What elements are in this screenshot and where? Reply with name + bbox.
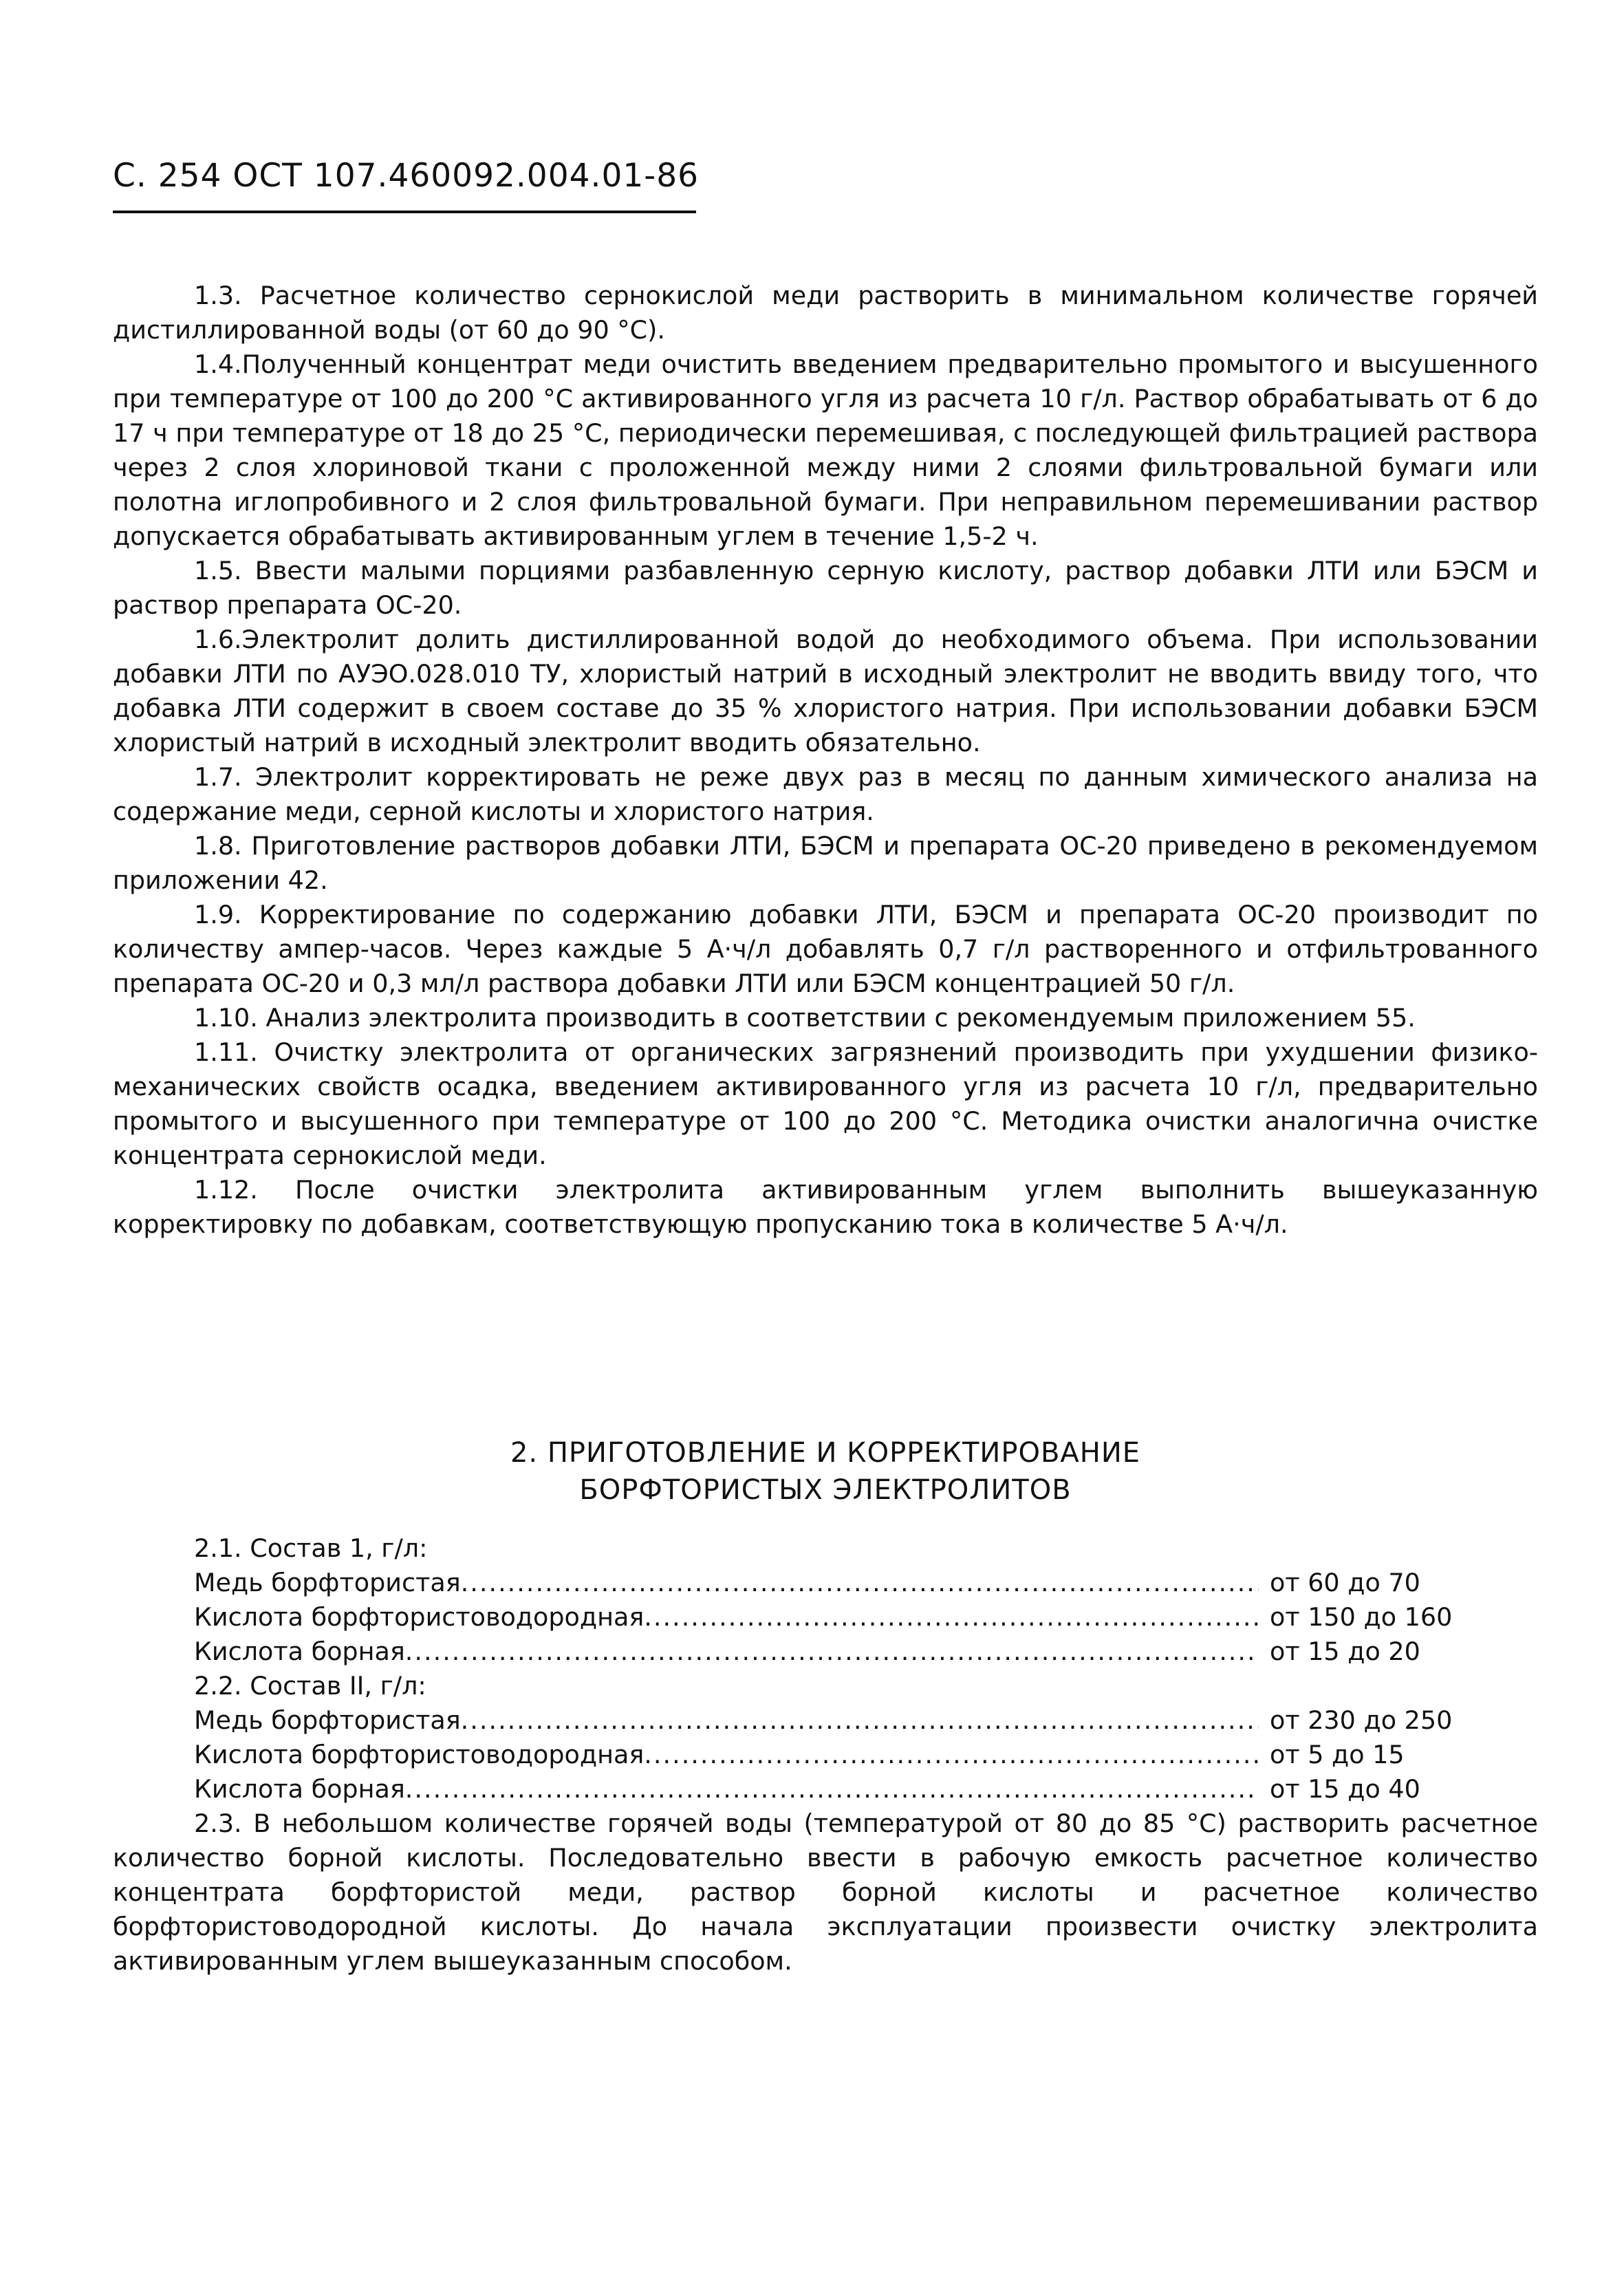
component-name: Медь борфтористая (194, 1568, 461, 1597)
component-value: от 230 до 250 (1270, 1705, 1453, 1735)
leader-dots (405, 1635, 1259, 1669)
leader-dots (405, 1772, 1259, 1807)
composition-row (113, 1566, 1538, 1600)
paragraph-1-4: 1.4.Полученный концентрат меди очистить введением предварительно промытого и высушенного при температуре от 100 до 200 °С активированного угля из расчета 10 г/л. Раствор обрабатывать от 6 до 17 ч при температуре от 18 до 25 °С, периодически перемешивая, с последующей фильтрацией раствора через 2 слоя хлориновой ткани с проложенной между ними 2 слоями фильтровальной бумаги или полотна иглопробивного и 2 слоя фильтровальной бумаги. При неправильном перемешивании раствор допускается обрабатывать активированным углем в течение 1,5-2 ч. (113, 349, 1538, 551)
paragraph-1-8: 1.8. Приготовление растворов добавки ЛТИ, БЭСМ и препарата ОС-20 приведено в рекомендуемом приложении 42. (113, 831, 1538, 895)
leader-dots (461, 1703, 1259, 1738)
leader-dots (644, 1738, 1259, 1772)
component-value: от 150 до 160 (1270, 1602, 1453, 1632)
section1-body (113, 279, 1538, 1242)
paragraph-1-11: 1.11. Очистку электролита от органических загрязнений производить при ухудшении физико-механических свойств осадка, введением активированного угля из расчета 10 г/л, предварительно промытого и высушенного при температуре от 100 до 200 °С. Методика очистки аналогична очистке концентрата сернокислой меди. (113, 1037, 1538, 1170)
header-rule (113, 211, 696, 213)
composition1-title: 2.1. Состав 1, г/л: (194, 1533, 428, 1563)
composition-row (113, 1772, 1538, 1807)
paragraph-1-12: 1.12. После очистки электролита активированным углем выполнить вышеуказанную корректировку по добавкам, соответствующую пропусканию тока в количестве 5 А·ч/л. (113, 1175, 1538, 1239)
leader-dots (461, 1566, 1259, 1600)
section2-body (113, 1531, 1538, 1979)
composition-row (113, 1738, 1538, 1772)
composition-row (113, 1600, 1538, 1635)
paragraph-1-7: 1.7. Электролит корректировать не реже двух раз в месяц по данным химического анализа на содержание меди, серной кислоты и хлористого натрия. (113, 762, 1538, 826)
composition-row (113, 1703, 1538, 1738)
component-name: Кислота борфтористоводородная (194, 1602, 645, 1632)
section2-heading-line2: БОРФТОРИСТЫХ ЭЛЕКТРОЛИТОВ (579, 1474, 1072, 1506)
leader-dots (644, 1600, 1259, 1635)
component-value: от 15 до 20 (1270, 1637, 1420, 1666)
paragraph-1-3: 1.3. Расчетное количество сернокислой меди растворить в минимальном количестве горячей дистиллированной воды (от 60 до 90 °С). (113, 281, 1538, 345)
paragraph-1-9: 1.9. Корректирование по содержанию добавки ЛТИ, БЭСМ и препарата ОС-20 производит по количеству ампер-часов. Через каждые 5 А·ч/л добавлять 0,7 г/л растворенного и отфильтрованного препарата ОС-20 и 0,3 мл/л раствора добавки ЛТИ или БЭСМ концентрацией 50 г/л. (113, 900, 1538, 998)
component-value: от 5 до 15 (1270, 1740, 1405, 1769)
composition-row (113, 1635, 1538, 1669)
component-value: от 60 до 70 (1270, 1568, 1420, 1597)
component-name: Кислота борная (194, 1774, 405, 1804)
paragraph-1-5: 1.5. Ввести малыми порциями разбавленную серную кислоту, раствор добавки ЛТИ или БЭСМ и раствор препарата ОС-20. (113, 556, 1538, 620)
paragraph-2-3: 2.3. В небольшом количестве горячей воды (температурой от 80 до 85 °С) растворить расчетное количество борной кислоты. Последовательно ввести в рабочую емкость расчетное количество концентрата борфтористой меди, раствор борной кислоты и расчетное количество борфтористоводородной кислоты. До начала эксплуатации произвести очистку электролита активированным углем вышеуказанным способом. (113, 1809, 1538, 1976)
composition2-title: 2.2. Состав II, г/л: (194, 1671, 426, 1701)
section2-heading (113, 1434, 1538, 1509)
section2-heading-line1: 2. ПРИГОТОВЛЕНИЕ И КОРРЕКТИРОВАНИЕ (510, 1437, 1141, 1469)
component-value: от 15 до 40 (1270, 1774, 1420, 1804)
component-name: Медь борфтористая (194, 1705, 461, 1735)
page-header: С. 254 ОСТ 107.460092.004.01-86 (113, 157, 700, 195)
paragraph-1-10: 1.10. Анализ электролита производить в соответствии с рекомендуемым приложением 55. (194, 1003, 1416, 1033)
paragraph-1-6: 1.6.Электролит долить дистиллированной водой до необходимого объема. При использовании добавки ЛТИ по АУЭО.028.010 ТУ, хлористый натрий в исходный электролит не вводить ввиду того, что добавка ЛТИ содержит в своем составе до 35 % хлористого натрия. При использовании добавки БЭСМ хлористый натрий в исходный электролит вводить обязательно. (113, 625, 1538, 757)
component-name: Кислота борная (194, 1637, 405, 1666)
component-name: Кислота борфтористоводородная (194, 1740, 645, 1769)
